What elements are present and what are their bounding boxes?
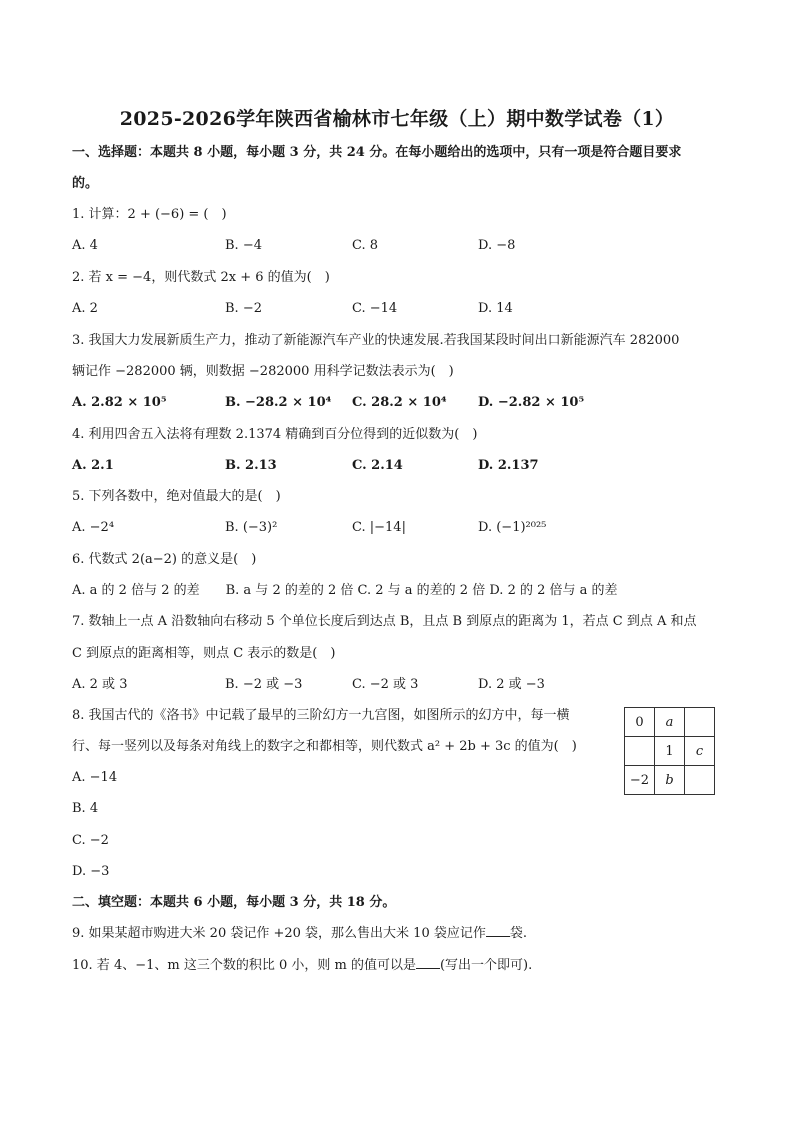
grid-cell: b bbox=[655, 766, 685, 795]
q7-stem: 7. 数轴上一点 A 沿数轴向右移动 5 个单位长度后到达点 B，且点 B 到原点的距离为 1，若点 C 到点 A 和点 bbox=[72, 614, 697, 629]
section1-heading-cont: 的。 bbox=[72, 176, 99, 191]
grid-row bbox=[625, 737, 715, 766]
q1-stem: 1. 计算：2 + (−6) = ( ) bbox=[72, 207, 227, 222]
q7-stem-cont: C 到原点的距离相等，则点 C 表示的数是( ) bbox=[72, 646, 336, 661]
q5-option-a: A. −2⁴ bbox=[72, 520, 115, 535]
q8-option-c: C. −2 bbox=[72, 833, 109, 848]
q7-option-c: C. −2 或 3 bbox=[352, 677, 419, 692]
q1-option-d: D. −8 bbox=[478, 238, 516, 253]
q3-stem: 3. 我国大力发展新质生产力，推动了新能源汽车产业的快速发展.若我国某段时间出口新能源汽车 282000 bbox=[72, 333, 680, 348]
q5-option-b: B. (−3)² bbox=[225, 520, 278, 535]
q10-text-end: (写出一个即可). bbox=[439, 958, 533, 973]
grid-cell bbox=[685, 708, 715, 737]
q8-stem-cont: 行、每一竖列以及每条对角线上的数字之和都相等，则代数式 a² + 2b + 3c 的值为( ) bbox=[72, 739, 577, 754]
q3-stem-cont: 辆记作 −282000 辆，则数据 −282000 用科学记数法表示为( ) bbox=[72, 364, 454, 379]
q9-text-end: 袋. bbox=[509, 926, 527, 941]
q4-option-a: A. 2.1 bbox=[72, 458, 114, 473]
section1-heading: 一、选择题：本题共 8 小题，每小题 3 分，共 24 分。在每小题给出的选项中，只有一项是符合题目要求 bbox=[72, 145, 682, 160]
grid-cell: −2 bbox=[625, 766, 655, 795]
grid-cell bbox=[625, 737, 655, 766]
grid-row bbox=[625, 766, 715, 795]
grid-cell bbox=[685, 766, 715, 795]
q1-option-a: A. 4 bbox=[72, 238, 98, 253]
q3-option-b: B. −28.2 × 10⁴ bbox=[225, 395, 332, 410]
q3-option-d: D. −2.82 × 10⁵ bbox=[478, 395, 585, 410]
q5-stem: 5. 下列各数中，绝对值最大的是( ) bbox=[72, 489, 281, 504]
q5-option-c: C. |−14| bbox=[352, 520, 406, 535]
q6-options: A. a 的 2 倍与 2 的差 B. a 与 2 的差的 2 倍 C. 2 与 a 的差的 2 倍 D. 2 的 2 倍与 a 的差 bbox=[72, 583, 618, 598]
magic-square-grid bbox=[624, 707, 715, 795]
q8-option-a: A. −14 bbox=[72, 770, 118, 785]
q4-option-b: B. 2.13 bbox=[225, 458, 277, 473]
q10-text: 10. 若 4、−1、m 这三个数的积比 0 小，则 m 的值可以是 bbox=[72, 958, 416, 973]
q2-option-c: C. −14 bbox=[352, 301, 398, 316]
q9-answer-blank[interactable] bbox=[486, 924, 510, 937]
q4-option-d: D. 2.137 bbox=[478, 458, 539, 473]
q2-option-d: D. 14 bbox=[478, 301, 513, 316]
q8-option-d: D. −3 bbox=[72, 864, 110, 879]
q10-stem bbox=[72, 956, 532, 976]
q2-option-b: B. −2 bbox=[225, 301, 262, 316]
q7-option-d: D. 2 或 −3 bbox=[478, 677, 545, 692]
section2-heading: 二、填空题：本题共 6 小题，每小题 3 分，共 18 分。 bbox=[72, 895, 396, 910]
q8-option-b: B. 4 bbox=[72, 801, 99, 816]
grid-cell: 0 bbox=[625, 708, 655, 737]
q10-answer-blank[interactable] bbox=[416, 956, 440, 969]
q7-option-a: A. 2 或 3 bbox=[72, 677, 128, 692]
q4-stem: 4. 利用四舍五入法将有理数 2.1374 精确到百分位得到的近似数为( ) bbox=[72, 427, 478, 442]
q5-option-d: D. (−1)²⁰²⁵ bbox=[478, 520, 547, 535]
q1-option-b: B. −4 bbox=[225, 238, 262, 253]
q6-stem: 6. 代数式 2(a−2) 的意义是( ) bbox=[72, 552, 257, 567]
page-title: 2025-2026学年陕西省榆林市七年级（上）期中数学试卷（1） bbox=[119, 108, 675, 130]
q4-option-c: C. 2.14 bbox=[352, 458, 403, 473]
q2-stem: 2. 若 x = −4，则代数式 2x + 6 的值为( ) bbox=[72, 270, 330, 285]
grid-cell: c bbox=[685, 737, 715, 766]
grid-cell: a bbox=[655, 708, 685, 737]
q8-stem: 8. 我国古代的《洛书》中记载了最早的三阶幻方一九宫图，如图所示的幻方中，每一横 bbox=[72, 708, 570, 723]
q9-text: 9. 如果某超市购进大米 20 袋记作 +20 袋，那么售出大米 10 袋应记作 bbox=[72, 926, 486, 941]
grid-row bbox=[625, 708, 715, 737]
grid-cell: 1 bbox=[655, 737, 685, 766]
q9-stem bbox=[72, 924, 527, 944]
q7-option-b: B. −2 或 −3 bbox=[225, 677, 303, 692]
q3-option-c: C. 28.2 × 10⁴ bbox=[352, 395, 447, 410]
q1-option-c: C. 8 bbox=[352, 238, 379, 253]
q3-option-a: A. 2.82 × 10⁵ bbox=[72, 395, 167, 410]
q2-option-a: A. 2 bbox=[72, 301, 98, 316]
